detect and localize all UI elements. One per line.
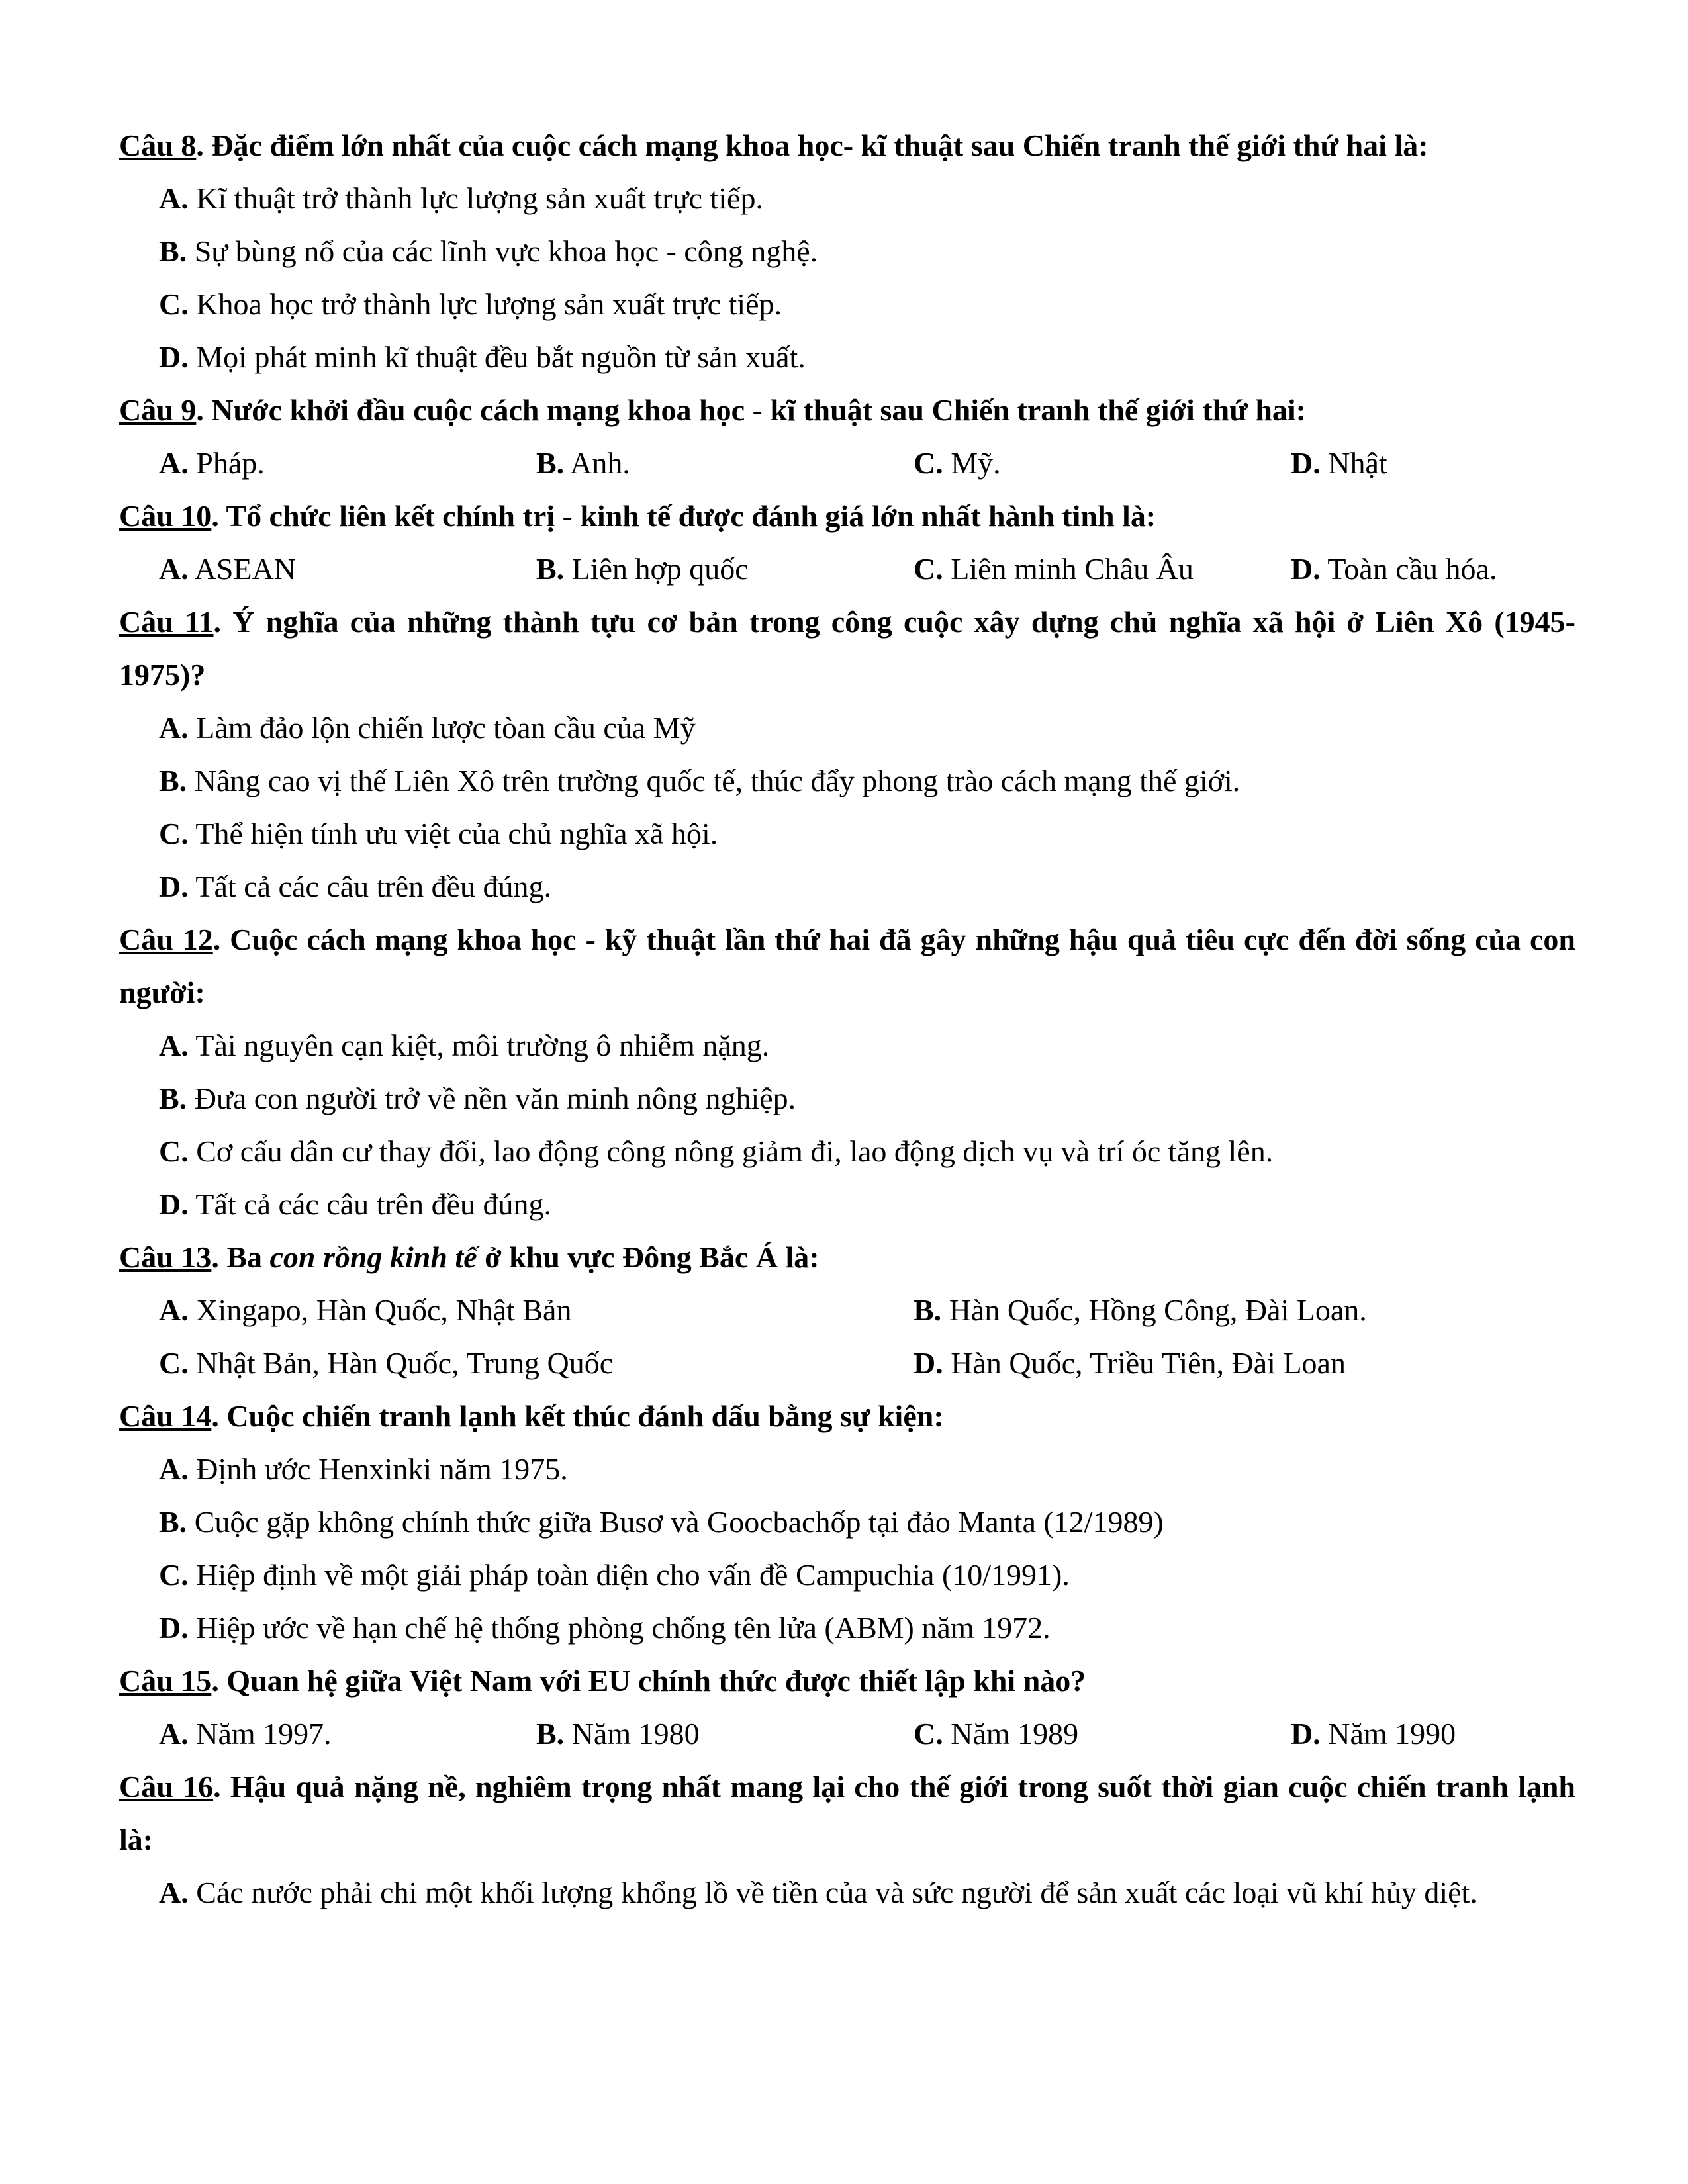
question-14 [119, 1390, 1575, 1443]
option-d: D. Toàn cầu hóa. [1291, 552, 1497, 586]
question-stem: . Quan hệ giữa Việt Nam với EU chính thức được thiết lập khi nào? [211, 1664, 1086, 1698]
option-b: B. Anh. [536, 446, 630, 480]
question-stem-italic: con rồng kinh tế [269, 1240, 477, 1274]
option-d: D. Hàn Quốc, Triều Tiên, Đài Loan [914, 1346, 1346, 1380]
question-number: Câu 9 [119, 393, 197, 427]
question-16 [119, 1760, 1575, 1866]
option-c: C. Cơ cấu dân cư thay đổi, lao động công nông giảm đi, lao động dịch vụ và trí óc tăng lên. [159, 1134, 1274, 1168]
option-a: A. Kĩ thuật trở thành lực lượng sản xuất trực tiếp. [159, 181, 763, 215]
option-c: C. Hiệp định về một giải pháp toàn diện cho vấn đề Campuchia (10/1991). [159, 1558, 1070, 1592]
option-d: D. Năm 1990 [1291, 1717, 1456, 1751]
question-11 [119, 596, 1575, 702]
option-c: C. Liên minh Châu Âu [914, 552, 1194, 586]
option-d: D. Hiệp ước về hạn chế hệ thống phòng chống tên lửa (ABM) năm 1972. [159, 1611, 1051, 1645]
option-b: B. Sự bùng nổ của các lĩnh vực khoa học - công nghệ. [159, 234, 818, 268]
option-a: A. Năm 1997. [159, 1717, 332, 1751]
question-12 [119, 913, 1575, 1019]
question-stem: ở khu vực Đông Bắc Á là: [477, 1240, 820, 1274]
question-number: Câu 8 [119, 128, 197, 162]
option-b: B. Năm 1980 [536, 1717, 700, 1751]
question-10 [119, 490, 1575, 543]
option-d: D. Mọi phát minh kĩ thuật đều bắt nguồn từ sản xuất. [159, 340, 806, 374]
option-a: A. Tài nguyên cạn kiệt, môi trường ô nhiễm nặng. [159, 1028, 770, 1062]
option-b: B. Nâng cao vị thế Liên Xô trên trường quốc tế, thúc đẩy phong trào cách mạng thế giới. [159, 764, 1241, 797]
options-row [159, 543, 1575, 596]
option-b: B. Liên hợp quốc [536, 552, 749, 586]
option-d: D. Tất cả các câu trên đều đúng. [159, 1187, 552, 1221]
option-a: A. Xingapo, Hàn Quốc, Nhật Bản [159, 1293, 572, 1327]
question-8 [119, 119, 1575, 172]
question-stem: . Cuộc chiến tranh lạnh kết thúc đánh dấu bằng sự kiện: [211, 1399, 944, 1433]
option-c: C. Khoa học trở thành lực lượng sản xuất trực tiếp. [159, 287, 782, 321]
option-c: C. Năm 1989 [914, 1717, 1079, 1751]
question-15 [119, 1655, 1575, 1707]
question-number: Câu 15 [119, 1664, 212, 1698]
question-stem: . Ý nghĩa của những thành tựu cơ bản trong công cuộc xây dựng chủ nghĩa xã hội ở Liên Xô (1945-1975)? [119, 605, 1575, 692]
option-b: B. Cuộc gặp không chính thức giữa Busơ và Goocbachốp tại đảo Manta (12/1989) [159, 1505, 1164, 1539]
option-c: C. Mỹ. [914, 446, 1001, 480]
question-13 [119, 1231, 1575, 1284]
question-number: Câu 12 [119, 923, 213, 956]
question-stem: . Cuộc cách mạng khoa học - kỹ thuật lần thứ hai đã gây những hậu quả tiêu cực đến đời sống của con người: [119, 923, 1575, 1009]
option-c: C. Nhật Bản, Hàn Quốc, Trung Quốc [159, 1346, 614, 1380]
question-stem: . Ba [211, 1240, 270, 1274]
question-number: Câu 13 [119, 1240, 212, 1274]
question-number: Câu 14 [119, 1399, 212, 1433]
question-number: Câu 16 [119, 1770, 214, 1803]
question-number: Câu 10 [119, 499, 212, 533]
options-row [159, 1284, 1575, 1337]
options-row [159, 437, 1575, 490]
options-row [159, 1707, 1575, 1760]
option-a: A. ASEAN [159, 552, 297, 586]
option-a: A. Các nước phải chi một khối lượng khổng lồ về tiền của và sức người để sản xuất các loại vũ khí hủy diệt. [159, 1876, 1477, 1909]
question-stem: . Đặc điểm lớn nhất của cuộc cách mạng khoa học- kĩ thuật sau Chiến tranh thế giới thứ hai là: [196, 128, 1429, 162]
question-9 [119, 384, 1575, 437]
option-a: A. Làm đảo lộn chiến lược tòan cầu của Mỹ [159, 711, 696, 745]
question-number: Câu 11 [119, 605, 214, 639]
option-c: C. Thể hiện tính ưu việt của chủ nghĩa xã hội. [159, 817, 718, 850]
option-d: D. Nhật [1291, 446, 1387, 480]
option-b: B. Đưa con người trở về nền văn minh nông nghiệp. [159, 1081, 796, 1115]
option-d: D. Tất cả các câu trên đều đúng. [159, 870, 552, 903]
question-stem: . Nước khởi đầu cuộc cách mạng khoa học - kĩ thuật sau Chiến tranh thế giới thứ hai: [196, 393, 1306, 427]
option-a: A. Pháp. [159, 446, 265, 480]
options-row [159, 1337, 1575, 1390]
question-stem: . Hậu quả nặng nề, nghiêm trọng nhất mang lại cho thế giới trong suốt thời gian cuộc chiến tranh lạnh là: [119, 1770, 1575, 1856]
question-stem: . Tổ chức liên kết chính trị - kinh tế được đánh giá lớn nhất hành tinh là: [211, 499, 1156, 533]
option-b: B. Hàn Quốc, Hồng Công, Đài Loan. [914, 1293, 1367, 1327]
option-a: A. Định ước Henxinki năm 1975. [159, 1452, 568, 1486]
exam-page [119, 119, 1575, 1919]
